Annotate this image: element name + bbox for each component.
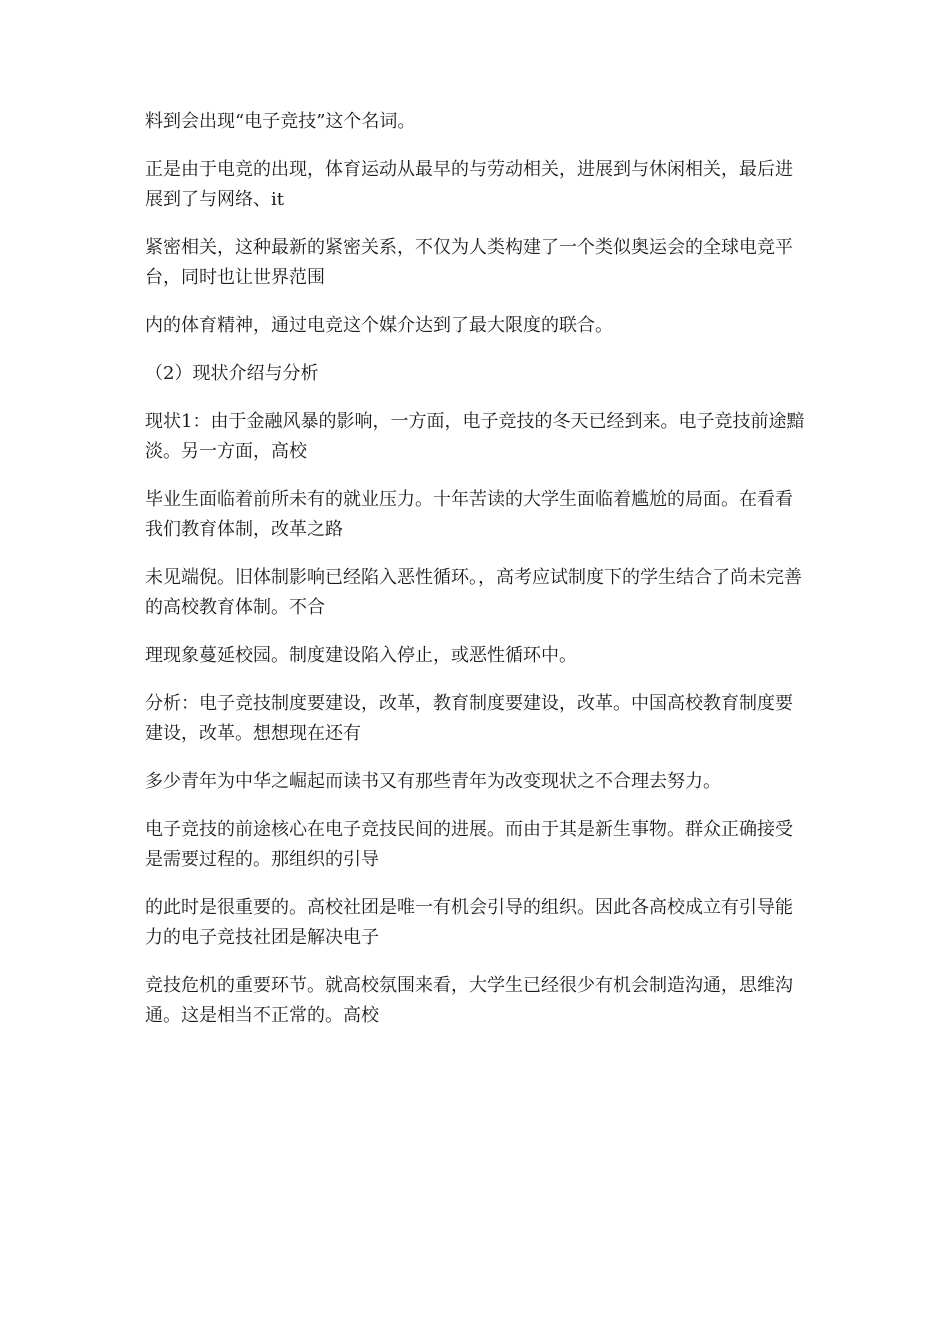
paragraph: 内的体育精神，通过电竞这个媒介达到了最大限度的联合。 bbox=[145, 315, 613, 336]
paragraph: 毕业生面临着前所未有的就业压力。十年苦读的大学生面临着尴尬的局面。在看看我们教育体制，改革之路 bbox=[145, 489, 793, 540]
paragraph: 电子竞技的前途核心在电子竞技民间的进展。而由于其是新生事物。群众正确接受是需要过程的。那组织的引导 bbox=[145, 819, 793, 870]
paragraph: 多少青年为中华之崛起而读书又有那些青年为改变现状之不合理去努力。 bbox=[145, 771, 721, 792]
paragraph: 现状1：由于金融风暴的影响，一方面，电子竞技的冬天已经到来。电子竞技前途黯淡。另一方面，高校 bbox=[145, 411, 805, 462]
document-body bbox=[145, 107, 805, 1049]
paragraph: 紧密相关，这种最新的紧密关系，不仅为人类构建了一个类似奥运会的全球电竞平台，同时也让世界范围 bbox=[145, 237, 793, 288]
paragraph: 正是由于电竞的出现，体育运动从最早的与劳动相关，进展到与休闲相关，最后进展到了与网络、it bbox=[145, 159, 793, 210]
section-heading: （2）现状介绍与分析 bbox=[145, 363, 319, 384]
paragraph: 分析：电子竞技制度要建设，改革，教育制度要建设，改革。中国高校教育制度要建设，改革。想想现在还有 bbox=[145, 693, 793, 744]
paragraph: 理现象蔓延校园。制度建设陷入停止，或恶性循环中。 bbox=[145, 645, 577, 666]
paragraph: 的此时是很重要的。高校社团是唯一有机会引导的组织。因此各高校成立有引导能力的电子竞技社团是解决电子 bbox=[145, 897, 793, 948]
paragraph: 料到会出现“电子竞技”这个名词。 bbox=[145, 111, 416, 132]
paragraph: 未见端倪。旧体制影响已经陷入恶性循环。，高考应试制度下的学生结合了尚未完善的高校教育体制。不合 bbox=[145, 567, 802, 618]
paragraph: 竞技危机的重要环节。就高校氛围来看，大学生已经很少有机会制造沟通，思维沟通。这是相当不正常的。高校 bbox=[145, 975, 793, 1026]
